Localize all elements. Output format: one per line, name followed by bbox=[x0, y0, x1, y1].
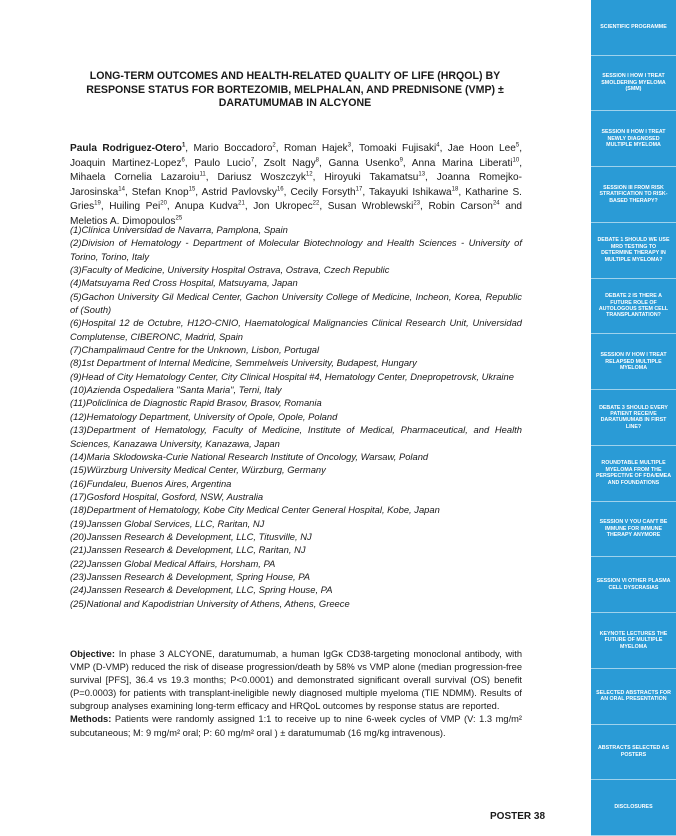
sidebar-item[interactable]: SESSION I HOW I TREAT SMOLDERING MYELOMA (SMM) bbox=[591, 56, 676, 112]
sidebar-item[interactable]: DEBATE 3 SHOULD EVERY PATIENT RECEIVE DARATUMUMAB IN FIRST LINE? bbox=[591, 390, 676, 446]
affiliation-item: (8)1st Department of Internal Medicine, Semmelweis University, Budapest, Hungary bbox=[70, 357, 417, 369]
author-name bbox=[324, 172, 425, 183]
author-name bbox=[428, 201, 499, 212]
methods-paragraph bbox=[70, 713, 522, 739]
affiliation-item: (25)National and Kapodistrian University of Athens, Athens, Greece bbox=[70, 597, 350, 609]
author-affiliation-number: 17 bbox=[355, 186, 363, 193]
author-affiliation-number: 20 bbox=[160, 201, 167, 208]
author-affiliation-number: 16 bbox=[276, 186, 284, 193]
affiliation-item: (15)Würzburg University Medical Center, Würzburg, Germany bbox=[70, 464, 326, 476]
author-affiliation-number: 12 bbox=[305, 171, 313, 178]
author-affiliation-number: 15 bbox=[188, 186, 196, 193]
author-name-text: Roman Hajek bbox=[283, 143, 348, 154]
author-affiliation-number: 22 bbox=[312, 201, 320, 208]
author-name-text: Takayuki Ishikawa bbox=[369, 186, 452, 198]
author-name-text: Katharine S. Gries bbox=[70, 186, 522, 213]
sidebar-item[interactable]: SESSION III FROM RISK STRATIFICATION TO RISK-BASED THERAPY? bbox=[591, 167, 676, 223]
author-name-text: Astrid Pavlovsky bbox=[201, 186, 277, 198]
sidebar-item[interactable]: KEYNOTE LECTURES THE FUTURE OF MULTIPLE MYELOMA bbox=[591, 613, 676, 669]
affiliation-item: (22)Janssen Global Medical Affairs, Horsham, PA bbox=[70, 557, 276, 569]
affiliation-item: (18)Department of Hematology, Kobe City Medical Center General Hospital, Kobe, Japan bbox=[70, 504, 440, 516]
author-name-text: Robin Carson bbox=[428, 201, 493, 213]
affiliation-item: (13)Department of Hematology, Faculty of Medicine, Institute of Medical, Pharmaceutical, and Health Sciences, Kanazawa University, Kanazawa, Japan bbox=[70, 424, 522, 449]
author-affiliation-number: 19 bbox=[94, 201, 101, 208]
author-name-text: Ganna Usenko bbox=[328, 157, 400, 169]
author-name bbox=[218, 172, 313, 183]
affiliation-list bbox=[70, 223, 522, 610]
sidebar-item[interactable]: SESSION II HOW I TREAT NEWLY DIAGNOSED MULTIPLE MYELOMA bbox=[591, 111, 676, 167]
affiliation-item: (20)Janssen Research & Development, LLC, Titusville, NJ bbox=[70, 530, 312, 542]
author-name-text: Joaquin Martinez-Lopez bbox=[70, 157, 182, 169]
author-name bbox=[284, 143, 351, 154]
author-name-text: Anupa Kudva bbox=[174, 201, 239, 213]
sidebar-item[interactable]: ABSTRACTS SELECTED AS POSTERS bbox=[591, 725, 676, 781]
affiliation-item: (16)Fundaleu, Buenos Aires, Argentina bbox=[70, 477, 232, 489]
author-name bbox=[70, 172, 206, 183]
author-name bbox=[194, 143, 276, 154]
affiliation-item: (2)Division of Hematology - Department of Molecular Biotechnology and Health Sciences - University of Torino, Torino, Italy bbox=[70, 237, 522, 262]
author-affiliation-number: 14 bbox=[118, 186, 125, 193]
author-name bbox=[70, 158, 185, 169]
author-name-text: Susan Wroblewski bbox=[327, 201, 414, 213]
author-affiliation-number: 8 bbox=[315, 157, 320, 164]
affiliation-item: (10)Azienda Ospedaliera "Santa Maria", Terni, Italy bbox=[70, 384, 282, 396]
affiliation-item: (17)Gosford Hospital, Gosford, NSW, Australia bbox=[70, 490, 264, 502]
affiliation-item: (4)Matsuyama Red Cross Hospital, Matsuyama, Japan bbox=[70, 277, 298, 289]
affiliation-item: (3)Faculty of Medicine, University Hospital Ostrava, Ostrava, Czech Republic bbox=[70, 264, 390, 276]
author-name bbox=[132, 187, 196, 198]
author-affiliation-number: 13 bbox=[418, 171, 426, 178]
author-name bbox=[328, 158, 402, 169]
author-name-text: Zsolt Nagy bbox=[263, 157, 316, 169]
affiliation-item: (14)Maria Sklodowska-Curie National Research Institute of Oncology, Warsaw, Poland bbox=[70, 450, 429, 462]
methods-label: Methods: bbox=[70, 714, 112, 725]
affiliation-item: (11)Policlinica de Diagnostic Rapid Brasov, Brasov, Romania bbox=[70, 397, 322, 409]
author-affiliation-number: 25 bbox=[175, 215, 183, 222]
affiliation-item: (1)Clínica Universidad de Navarra, Pamplona, Spain bbox=[70, 224, 288, 235]
author-name-text: Tomoaki Fujisaki bbox=[359, 143, 437, 154]
author-name-text: Joanna Romejko-Jarosinska bbox=[70, 172, 523, 198]
author-name-text: Paulo Lucio bbox=[194, 157, 251, 169]
author-list: Paula Rodriguez-Otero$^1$, Mario Boccadoro$^2$, Roman Hajek$^3$, Tomoaki Fujisaki$^4$, Jae Hoon Lee$^5$, Joaquin Martinez-Lopez$^6$, Paulo Lucio$^7$, Zsolt Nagy$^8$, Ganna Usenko$^9$, Anna Marina Liberati$^{10}$, Mihaela Cornelia Lazaroiu$^{11}$, Dariusz Woszczyk$^{12}$, Hiroyuki Takamatsu$^{13}$, Joanna Romejko-Jarosinska$^{14}$, Stefan Knop$^{15}$, Astrid Pavlovsky$^{16}$, Cecily Forsyth$^{17}$, Takayuki Ishikawa$^{18}$, Katharine S. Gries$^{19}$, Huiling Pei$^{20}$, Anupa Kudva$^{21}$, Jon Ukropec$^{22}$, Susan Wroblewski$^{23}$, Robin Carson$^{24}$ and Meletios A. Dimopoulos$^{25}$ bbox=[70, 142, 523, 227]
sidebar-item[interactable]: SESSION IV HOW I TREAT RELAPSED MULTIPLE MYELOMA bbox=[591, 334, 676, 390]
author-affiliation-number: 21 bbox=[238, 201, 245, 208]
sidebar-item[interactable]: ROUNDTABLE MULTIPLE MYELOMA FROM THE PERSPECTIVE OF FDA/EMEA AND FOUNDATIONS bbox=[591, 446, 676, 502]
affiliation-item: (24)Janssen Research & Development, LLC, Spring House, PA bbox=[70, 584, 333, 596]
author-affiliation-number: 7 bbox=[250, 157, 255, 164]
author-affiliation-number: 4 bbox=[436, 142, 440, 149]
objective-label: Objective: bbox=[70, 649, 115, 659]
sidebar-item[interactable]: SESSION VI OTHER PLASMA CELL DYSCRASIAS bbox=[591, 557, 676, 613]
affiliation-item: (9)Head of City Hematology Center, City Clinical Hospital #4, Hematology Center, Dnepropetrovsk, Ukraine bbox=[70, 370, 514, 382]
abstract-title: LONG-TERM OUTCOMES AND HEALTH-RELATED QUALITY OF LIFE (HRQOL) BY RESPONSE STATUS FOR BORTEZOMIB, MELPHALAN, AND PREDNISONE (VMP) ± DARATUMUMAB IN ALCYONE bbox=[86, 70, 504, 109]
author-name-text: Mihaela Cornelia Lazaroiu bbox=[70, 172, 200, 184]
author-name bbox=[109, 201, 167, 212]
author-affiliation-number: 10 bbox=[512, 157, 520, 164]
affiliation-item: (6)Hospital 12 de Octubre, H12O-CNIO, Haematological Malignancies Clinical Research Unit, Universidad Complutense, CIBERONC, Madrid, Spain bbox=[70, 317, 522, 342]
author-name-text: Meletios A. Dimopoulos bbox=[70, 215, 176, 227]
author-name-text: Mario Boccadoro bbox=[193, 143, 273, 154]
objective-text: In phase 3 ALCYONE, daratumumab, a human IgGκ CD38-targeting monoclonal antibody, with VMP (D-VMP) reduced the risk of disease progression/death by 58% vs VMP alone (median progression-free survival [PFS], 36.4 vs 19.3 months; P<0.0001) and demonstrated significant overall survival (OS) benefit (P=0.0003) for patients with transplant-ineligible newly diagnosed multiple myeloma (TIE NDMM). Results of subgroup analyses examining long-term efficacy and HRQoL outcomes by response status are reported. bbox=[70, 649, 522, 712]
sidebar-item[interactable]: SELECTED ABSTRACTS FOR AN ORAL PRESENTATION bbox=[591, 669, 676, 725]
author-affiliation-number: 5 bbox=[515, 142, 520, 149]
author-name bbox=[175, 201, 245, 212]
author-name bbox=[70, 143, 185, 154]
author-affiliation-number: 24 bbox=[492, 201, 500, 208]
author-affiliation-number: 2 bbox=[272, 142, 276, 149]
affiliation-item: (7)Champalimaud Centre for the Unknown, Lisbon, Portugal bbox=[70, 344, 320, 356]
author-name-text: Cecily Forsyth bbox=[290, 186, 356, 198]
author-name bbox=[359, 143, 440, 154]
author-name bbox=[194, 158, 254, 169]
affiliation-item: (19)Janssen Global Services, LLC, Raritan, NJ bbox=[70, 517, 265, 529]
sidebar-item[interactable]: SCIENTIFIC PROGRAMME bbox=[591, 0, 676, 56]
author-affiliation-number: 3 bbox=[347, 142, 352, 149]
author-affiliation-number: 18 bbox=[451, 186, 459, 193]
sidebar-item[interactable]: DEBATE 2 IS THERE A FUTURE ROLE OF AUTOLOGOUS STEM CELL TRANSPLANTATION? bbox=[591, 279, 676, 335]
author-affiliation-number: 9 bbox=[399, 157, 403, 164]
author-name-text: Stefan Knop bbox=[131, 186, 189, 198]
author-name-text: Hiroyuki Takamatsu bbox=[324, 172, 419, 184]
sidebar-item[interactable]: DISCLOSURES bbox=[591, 780, 676, 836]
objective-paragraph bbox=[70, 648, 522, 713]
affiliation-item: (12)Hematology Department, University of Opole, Opole, Poland bbox=[70, 410, 338, 422]
poster-number: POSTER 38 bbox=[490, 811, 546, 822]
author-affiliation-number: 23 bbox=[413, 201, 421, 208]
author-affiliation-number: 11 bbox=[199, 171, 206, 178]
author-name bbox=[264, 158, 319, 169]
author-name bbox=[448, 143, 519, 154]
author-name bbox=[253, 201, 319, 212]
author-name bbox=[412, 158, 519, 169]
affiliation-item: (5)Gachon University Gil Medical Center, Gachon University College of Medicine, Incheon, Korea, Republic of (South) bbox=[70, 290, 522, 316]
sidebar-item[interactable]: SESSION V YOU CAN'T BE IMMUNE FOR IMMUNE THERAPY ANYMORE bbox=[591, 502, 676, 558]
author-name-text: Paula Rodriguez-Otero bbox=[70, 143, 182, 154]
author-name-text: Anna Marina Liberati bbox=[411, 157, 513, 169]
sidebar-item[interactable]: DEBATE 1 SHOULD WE USE MRD TESTING TO DETERMINE THERAPY IN MULTIPLE MYELOMA? bbox=[591, 223, 676, 279]
affiliation-item: (23)Janssen Research & Development, Spring House, PA bbox=[70, 570, 311, 582]
author-name-text: Jon Ukropec bbox=[253, 201, 313, 213]
abstract-body bbox=[70, 648, 522, 740]
author-name bbox=[328, 201, 420, 212]
author-name bbox=[369, 187, 458, 198]
author-name bbox=[202, 187, 284, 198]
sidebar-nav bbox=[591, 0, 676, 836]
author-name-text: Huiling Pei bbox=[109, 201, 161, 213]
author-affiliation-number: 1 bbox=[181, 142, 186, 149]
author-affiliation-number: 6 bbox=[181, 157, 185, 164]
methods-text: Patients were randomly assigned 1:1 to receive up to nine 6-week cycles of VMP (V: 1.3 mg/m² subcutaneous; M: 9 mg/m² oral; P: 60 mg/m² oral ) ± daratumumab (16 mg/kg intravenous). bbox=[70, 714, 522, 738]
author-name-text: Jae Hoon Lee bbox=[447, 143, 516, 154]
author-name bbox=[290, 187, 362, 198]
author-name-text: Dariusz Woszczyk bbox=[217, 172, 306, 184]
affiliation-item: (21)Janssen Research & Development, LLC, Raritan, NJ bbox=[70, 544, 306, 556]
